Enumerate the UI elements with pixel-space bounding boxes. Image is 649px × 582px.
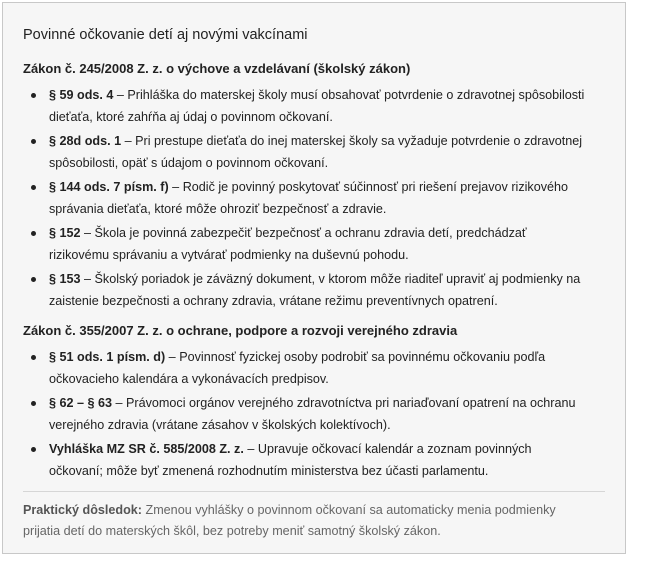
law-heading: Zákon č. 245/2008 Z. z. o výchove a vzdelávaní (školský zákon)	[23, 61, 411, 76]
provision-ref: § 144 ods. 7 písm. f)	[49, 180, 169, 194]
provision-ref: § 28d ods. 1	[49, 134, 122, 148]
divider	[23, 491, 605, 492]
provision-ref: § 51 ods. 1 písm. d)	[49, 350, 166, 364]
note-label: Praktický dôsledok:	[23, 503, 142, 517]
provision-text: – Upravuje očkovací kalendár a zoznam povinných očkovaní; môže byť zmenená rozhodnutím ministerstva bez účasti parlamentu.	[49, 442, 532, 478]
list-item	[49, 130, 605, 174]
provision-ref: § 152	[49, 226, 81, 240]
provision-ref: § 62 – § 63	[49, 396, 113, 410]
law-provisions-list	[23, 84, 605, 312]
law-heading: Zákon č. 355/2007 Z. z. o ochrane, podpore a rozvoji verejného zdravia	[23, 323, 458, 338]
provision-ref: § 59 ods. 4	[49, 88, 114, 102]
provision-text: – Právomoci orgánov verejného zdravotníctva pri nariaďovaní opatrení na ochranu verejného zdravia (vrátane zásahov v školských kolektívoch).	[49, 396, 576, 432]
provision-text: – Školský poriadok je záväzný dokument, v ktorom môže riaditeľ upraviť aj podmienky na zaistenie bezpečnosti a ochrany zdravia, vrátane režimu preventívnych opatrení.	[49, 272, 581, 308]
provision-ref: § 153	[49, 272, 81, 286]
provision-text: – Škola je povinná zabezpečiť bezpečnosť a ochranu zdravia detí, predchádzať rizikovému správaniu a vytvárať podmienky na duševnú pohodu.	[49, 226, 527, 262]
provision-text: – Rodič je povinný poskytovať súčinnosť pri riešení prejavov rizikového správania dieťaťa, ktoré môže ohroziť bezpečnosť a zdravie.	[49, 180, 569, 216]
provision-text: – Prihláška do materskej školy musí obsahovať potvrdenie o zdravotnej spôsobilosti dieťaťa, ktoré zahŕňa aj údaj o povinnom očkovaní.	[49, 88, 585, 124]
list-item	[49, 392, 605, 436]
list-item	[49, 268, 605, 312]
note-text: Zmenou vyhlášky o povinnom očkovaní sa automaticky menia podmienky prijatia detí do materských škôl, bez potreby meniť samotný školský zákon.	[23, 503, 556, 538]
list-item	[49, 176, 605, 220]
list-item	[49, 438, 605, 482]
list-item	[49, 346, 605, 390]
card-title: Povinné očkovanie detí aj novými vakcínami	[23, 27, 308, 43]
provision-ref: Vyhláška MZ SR č. 585/2008 Z. z.	[49, 442, 244, 456]
practical-consequence-note	[23, 500, 605, 542]
provision-text: – Pri prestupe dieťaťa do inej materskej školy sa vyžaduje potvrdenie o zdravotnej spôsobilosti, opäť s údajom o povinnom očkovaní.	[49, 134, 583, 170]
info-card	[2, 2, 626, 554]
law-provisions-list	[23, 346, 605, 482]
provision-text: – Povinnosť fyzickej osoby podrobiť sa povinnému očkovaniu podľa očkovacieho kalendára a vykonávacích predpisov.	[49, 350, 546, 386]
list-item	[49, 84, 605, 128]
list-item	[49, 222, 605, 266]
